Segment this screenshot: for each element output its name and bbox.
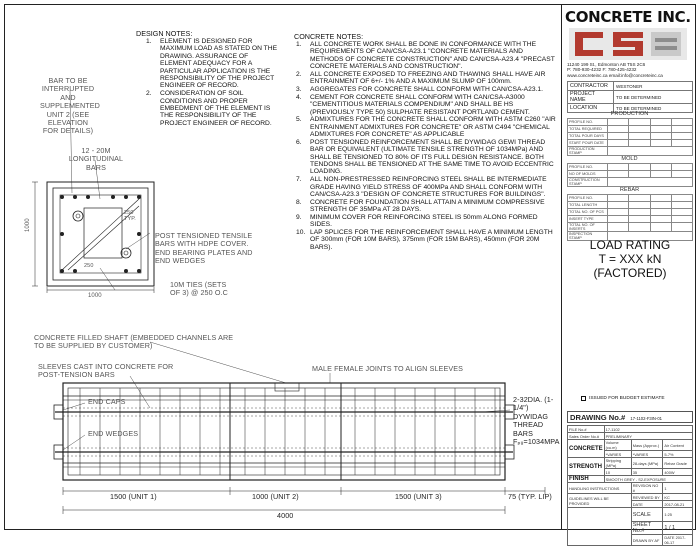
sheet-number: 1 — [664, 525, 668, 531]
row-label: PRODUCTION STAMP — [568, 147, 608, 156]
location-value: TO BE DETERMINED — [614, 104, 693, 113]
production-title: PRODUCTION — [610, 111, 649, 117]
strength-label: STRENGTH — [568, 458, 605, 476]
rebar-table — [567, 194, 693, 241]
note-number: 10. — [296, 228, 306, 236]
label-bar-interrupted: BAR TO BE INTERRUPTED AND SUPPLEMENTED UNIT 2 (SEE ELEVATION FOR DETAILS) — [40, 76, 100, 136]
label-dim-1000-horizontal: 1000 — [88, 293, 102, 299]
date-value: 2017-08-21 — [663, 501, 693, 508]
concrete-note-item — [296, 176, 558, 198]
table-row — [568, 171, 693, 178]
label-dim-unit3: 1500 (UNIT 3) — [395, 492, 442, 501]
drawn-value: AF — [654, 537, 660, 543]
detail-table — [567, 425, 693, 546]
table-row — [568, 91, 693, 104]
label-longitudinal-bars: 12 - 20M LONGITUDINAL BARS — [68, 146, 124, 172]
note-number: 1. — [146, 38, 152, 45]
file-value: 17-1102 — [604, 426, 692, 433]
issued-for-budget — [567, 396, 693, 401]
revision-label: REVISION NO # — [631, 483, 663, 494]
sheet-value: 1 / 1 — [663, 522, 693, 535]
company-address — [567, 62, 663, 78]
table-row — [568, 195, 693, 202]
note-text: AGGREGATES FOR CONCRETE SHALL CONFORM WITH CAN/CSA-A23.1. — [310, 86, 543, 94]
row-label: INSPECTION STAMP — [568, 232, 608, 241]
table-row — [568, 133, 693, 140]
row-label: PROFILE NO. — [568, 119, 608, 126]
label-end-wedges: END WEDGES — [88, 429, 139, 438]
sheet-total: 1 — [672, 525, 676, 531]
table-row — [568, 508, 693, 522]
rebar-grade-label: Rebar Grade — [663, 458, 693, 469]
table-row — [568, 476, 693, 483]
concrete-note-item — [296, 86, 558, 93]
days28-label: 28-days (MPa) — [631, 458, 663, 469]
mold-table — [567, 163, 693, 187]
table-row — [568, 126, 693, 133]
stamp-area — [568, 508, 632, 546]
table-row — [568, 216, 693, 223]
row-label: TOTAL REQUIRED — [568, 126, 608, 133]
days28-value: 35 — [631, 469, 663, 476]
production-table — [567, 118, 693, 156]
scale-label: SCALE — [631, 508, 663, 522]
load-rating — [567, 238, 693, 280]
row-label: TOTAL POUR DAYS — [568, 133, 608, 140]
file-label: FILE No.# — [568, 426, 605, 433]
label-dim-lip: 75 (TYP. LIP) — [508, 492, 552, 501]
note-text: ALL CONCRETE WORK SHALL BE DONE IN CONFORMANCE WITH THE REQUIREMENTS OF CAN/CSA-A23.1 "CONCRETE MATERIALS AND METHODS OF CONCRETE CONSTRUCTION" AND CAN/CSA-A23.4 "PRECAST CONCRETE MATERIALS AND CONSTRUCTION". — [310, 41, 555, 71]
label-shaft: CONCRETE FILLED SHAFT (EMBEDDED CHANNELS ARE TO BE SUPPLIED BY CUSTOMER) — [34, 333, 234, 351]
label-thread-bars: 2-32DIA. (1-1/4") DYWIDAG THREAD BARS Fₚᵤ=1034MPA — [513, 395, 560, 447]
title-block — [561, 4, 696, 545]
mold-title: MOLD — [621, 156, 638, 162]
date-label: DATE — [631, 501, 663, 508]
note-text: CEMENT FOR CONCRETE SHALL CONFORM WITH CAN/CSA-A3000 "CEMENTITIOUS MATERIALS COMPENDIUM" AND SHALL BE HS (PREVIOUSLY TYPE 50) SULPHATE RESISTANT PORTLAND CEMENT. — [310, 93, 530, 116]
rebar-title: REBAR — [619, 187, 640, 193]
row-label: INSERT TYPE — [568, 216, 608, 223]
concrete-note-item — [296, 214, 558, 229]
note-number: 3. — [296, 86, 302, 94]
stripping-value: 10 — [604, 469, 631, 476]
note-number: 1. — [296, 41, 302, 48]
issued-text: ISSUED FOR BUDGET ESTIMATE — [589, 396, 665, 401]
note-text: ADMIXTURES FOR THE CONCRETE SHALL CONFORM WITH ASTM C260 "AIR ENTRAINMENT ADMIXTURES FOR CONCRETE" OR ASTM C494 "CHEMICAL ADMIXTURES FOR CONCRETE" AS APPLICABLE — [310, 116, 556, 139]
label-dim-250-typ: 250 TYP. — [124, 210, 136, 222]
design-notes-list — [146, 38, 280, 127]
company-logo — [565, 8, 693, 60]
finish-value: SMOOTH GREY - S2-EXPOSURE — [604, 476, 692, 483]
volume-value: *VARIES — [604, 451, 631, 458]
note-text: ELEMENT IS DESIGNED FOR MAXIMUM LOAD AS STATED ON THE DRAWING. ASSURANCE OF ELEMENT ADEQUACY FOR A PARTICULAR APPLICATION IS THE RESPONSIBILITY OF THE PROJECT ENGINEER OF RECORD. — [160, 38, 278, 90]
checkbox-icon — [581, 396, 586, 401]
mass-label: Mass (Approx.) — [631, 440, 663, 451]
label-end-caps: END CAPS — [88, 397, 126, 406]
note-number: 7. — [296, 176, 302, 184]
drawing-number — [567, 411, 693, 423]
address-line: 11240 199 St., Edmonton AB T5S 2C6 — [567, 62, 646, 67]
label-pt-tendons: POST TENSIONED TENSILE BARS WITH HDPE COVER. END BEARING PLATES AND END WEDGES — [155, 231, 253, 266]
table-row — [568, 426, 693, 433]
note-text: MINIMUM COVER FOR REINFORCING STEEL IS 50mm ALONG FORMED SIDES. — [310, 213, 538, 229]
table-row — [568, 494, 693, 501]
volume-label: Volume (cu.m) — [604, 440, 631, 451]
concrete-note-item — [296, 139, 558, 176]
logo-graphic-icon — [569, 28, 687, 60]
note-number: 8. — [296, 198, 302, 206]
reviewed-label: REVIEWED BY — [631, 494, 663, 501]
drawn-date-label: DATE — [664, 535, 675, 540]
label-dim-total: 4000 — [277, 511, 294, 520]
concrete-note-item — [296, 116, 558, 138]
table-row — [568, 147, 693, 156]
design-notes-title: DESIGN NOTES: — [136, 29, 193, 38]
air-label: Air Content — [663, 440, 693, 451]
rebar-grade-value: 400W — [663, 469, 693, 476]
row-label: TOTAL LENGTH — [568, 202, 608, 209]
row-label: START POUR DATE — [568, 140, 608, 147]
scale-value: 1:25 — [663, 508, 693, 522]
concrete-note-item — [296, 199, 558, 214]
note-number: 5. — [296, 116, 302, 124]
note-number: 4. — [296, 93, 302, 101]
design-note-item — [146, 90, 280, 127]
label-dim-unit1: 1500 (UNIT 1) — [110, 492, 157, 501]
table-row — [568, 458, 693, 469]
table-row — [568, 440, 693, 451]
sheet-label: SHEET No.# — [631, 522, 663, 535]
concrete-notes-list — [296, 41, 558, 251]
concrete-note-item — [296, 94, 558, 116]
drawing-number-label: DRAWING No.# — [570, 413, 626, 422]
label-joints: MALE FEMALE JOINTS TO ALIGN SLEEVES — [312, 364, 464, 373]
table-row — [568, 433, 693, 440]
web-line: www.concreteinc.ca email:info@concreteinc.ca — [567, 72, 663, 78]
table-row — [568, 82, 693, 91]
phone-line: P: 780-930-4232 F: 780-425-4232 — [567, 67, 637, 73]
note-number: 2. — [296, 70, 302, 78]
table-row — [568, 209, 693, 216]
mass-value: *VARIES — [631, 451, 663, 458]
table-row — [568, 119, 693, 126]
table-row — [568, 483, 693, 494]
label-ties: 10M TIES (SETS OF 3) @ 250 O.C — [170, 280, 228, 298]
label-sleeves: SLEEVES CAST INTO CONCRETE FOR POST-TENSION BARS — [38, 362, 174, 380]
note-number: 6. — [296, 138, 302, 146]
concrete-note-item — [296, 41, 558, 71]
handling-value: GUIDELINES WILL BE PROVIDED — [568, 494, 632, 508]
drawn-date-value: 2017-06-17 — [664, 535, 686, 545]
design-note-item — [146, 38, 280, 90]
table-row — [568, 140, 693, 147]
note-text: POST TENSIONED REINFORCEMENT SHALL BE DYWIDAG GEWI THREAD BAR OR EQUIVALENT (ULTIMATE TENSILE STRENGTH OF 1034MPa) AND SHALL BE TENSIONED TO 80% OF ITS FULL DESIGN RESISTANCE. BOTH TENDONS SHALL BE TENSIONED AT THE SAME TIME TO AVOID ECCENTRIC LOADING. — [310, 138, 554, 176]
load-rating-value: T = XXX kN — [598, 252, 662, 266]
drawing-number-value: 17-1102-F3IN-01 — [630, 416, 662, 421]
concrete-note-item — [296, 229, 558, 251]
label-dim-1000-vertical: 1000 — [25, 218, 31, 232]
contractor-label: CONTRACTOR — [568, 82, 614, 91]
row-label: PROFILE NO. — [568, 164, 608, 171]
sales-label: Sales Order No.# — [568, 433, 605, 440]
table-row — [568, 164, 693, 171]
project-label: PROJECT NAME — [568, 91, 614, 104]
air-value: 5-7% — [663, 451, 693, 458]
revision-value: 1 — [663, 483, 693, 494]
finish-label: FINISH — [568, 476, 605, 483]
row-label: TOTAL NO. OF INSERTS — [568, 223, 608, 232]
row-label: CONSTRUCTION STAMP — [568, 178, 608, 187]
contractor-value: WESTONER — [614, 82, 693, 91]
company-name: CONCRETE INC. — [565, 8, 691, 26]
table-row — [568, 202, 693, 209]
stripping-label: Stripping (MPa) — [604, 458, 631, 469]
handling-label: HANDLING INSTRUCTIONS — [568, 483, 632, 494]
note-text: LAP SPLICES FOR THE REINFORCEMENT SHALL HAVE A MINIMUM LENGTH OF 300mm (FOR 10M BARS), 375mm (FOR 15M BARS), 450mm (FOR 20M BARS). — [310, 228, 553, 251]
note-number: 9. — [296, 213, 302, 221]
note-text: CONCRETE FOR FOUNDATION SHALL ATTAIN A MINIMUM COMPRESSIVE STRENGTH OF 35MPa AT 28 DAYS. — [310, 198, 545, 214]
concrete-label: CONCRETE — [568, 440, 605, 458]
reviewed-value: KC — [663, 494, 693, 501]
label-dim-unit2: 1000 (UNIT 2) — [252, 492, 299, 501]
project-info-table — [567, 81, 693, 113]
table-row — [568, 178, 693, 187]
table-row — [568, 223, 693, 232]
note-text: CONSIDERATION OF SOIL CONDITIONS AND PROPER EMBEDMENT OF THE ELEMENT IS THE RESPONSIBILITY OF THE PROJECT ENGINEER OF RECORD. — [160, 90, 272, 127]
note-text: ALL CONCRETE EXPOSED TO FREEZING AND THAWING SHALL HAVE AIR ENTRAINMENT OF 6+/- 1% AND A MAXIMUM SLUMP OF 100mm. — [310, 70, 546, 86]
location-label: LOCATION — [568, 104, 614, 113]
concrete-notes-title: CONCRETE NOTES: — [294, 32, 364, 41]
drawn-label: DRAWN BY — [632, 537, 654, 543]
note-number: 2. — [146, 90, 152, 98]
row-label: TOTAL NO. OF PCS — [568, 209, 608, 216]
row-label: NO OF MOLDS — [568, 171, 608, 178]
concrete-note-item — [296, 71, 558, 86]
project-value: TO BE DETERMINED — [614, 91, 693, 104]
load-rating-title: LOAD RATING — [589, 238, 671, 252]
label-dim-250: 250 — [84, 263, 94, 269]
row-label: PROFILE NO. — [568, 195, 608, 202]
sales-value: PRELIMINARY — [604, 433, 692, 440]
note-text: ALL NON-PRESTRESSED REINFORCING STEEL SHALL BE INTERMEDIATE GRADE HAVING YIELD STRESS OF 400MPa AND SHALL CONFORM WITH CAN/CSA-A23.3 "DESIGN OF CONCRETE STRUCTURES FOR BUILDINGS". — [310, 176, 547, 198]
load-rating-note: (FACTORED) — [593, 266, 667, 280]
